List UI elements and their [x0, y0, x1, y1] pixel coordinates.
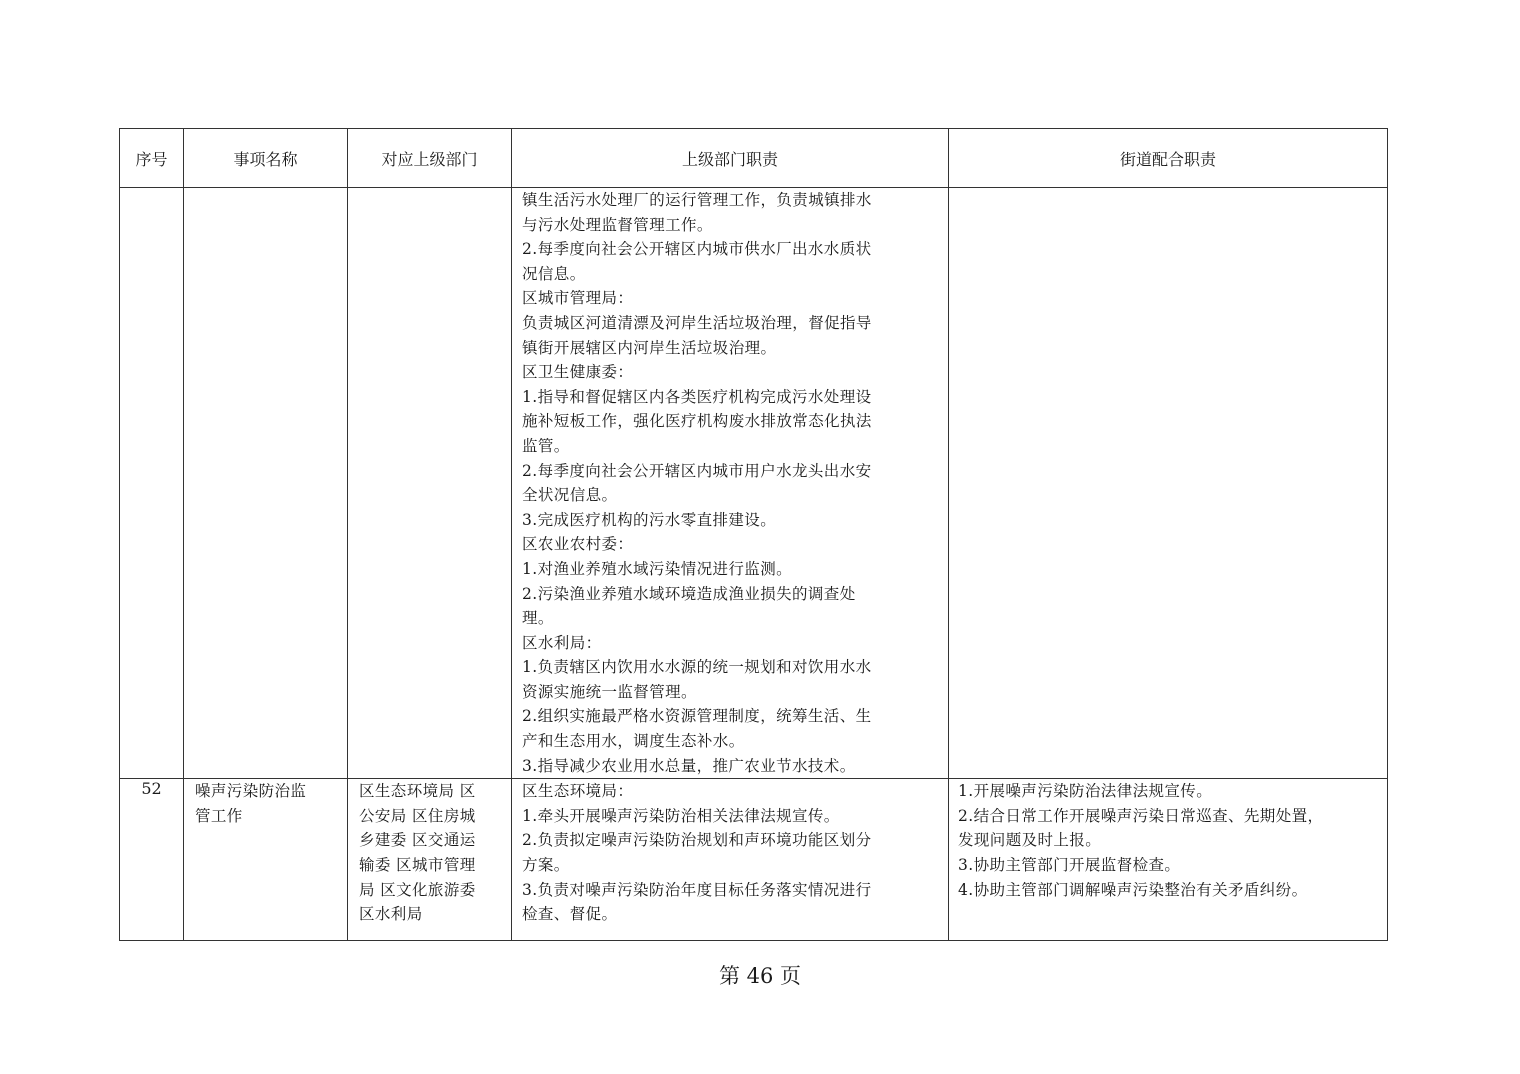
duty-line: 2.污染渔业养殖水域环境造成渔业损失的调查处 [522, 584, 856, 603]
duty-line: 方案。 [522, 856, 570, 875]
duty-line: 3.完成医疗机构的污水零直排建设。 [522, 510, 777, 529]
street-duty-line: 2.结合日常工作开展噪声污染日常巡查、先期处置， [958, 806, 1324, 825]
duty-line: 况信息。 [522, 264, 586, 283]
street-duties-cell [949, 188, 1388, 779]
responsibility-table [119, 128, 1388, 941]
street-duty-line: 3.协助主管部门开展监督检查。 [958, 856, 1181, 875]
street-duty-line: 发现问题及时上报。 [958, 831, 1102, 850]
superior-duties-cell [512, 779, 949, 941]
item-name-cell [184, 188, 348, 779]
dept-line: 区水利局 [359, 905, 423, 924]
header-row [120, 129, 1388, 188]
street-duty-line: 1.开展噪声污染防治法律法规宣传。 [958, 782, 1213, 801]
duty-line: 2.组织实施最严格水资源管理制度，统筹生活、生 [522, 707, 872, 726]
header-street-duties: 街道配合职责 [949, 129, 1388, 188]
header-superior-dept: 对应上级部门 [348, 129, 512, 188]
item-name-line: 管工作 [195, 806, 243, 825]
table-row [120, 779, 1388, 941]
street-duty-line: 4.协助主管部门调解噪声污染整治有关矛盾纠纷。 [958, 880, 1308, 899]
header-item-name: 事项名称 [184, 129, 348, 188]
duty-line: 1.负责辖区内饮用水水源的统一规划和对饮用水水 [522, 658, 872, 677]
duty-line: 镇街开展辖区内河岸生活垃圾治理。 [522, 338, 777, 357]
page-number: 第 46 页 [718, 964, 802, 988]
duty-line: 资源实施统一监督管理。 [522, 682, 697, 701]
item-name-line: 噪声污染防治监 [195, 782, 307, 801]
dept-line: 区生态环境局 区 [359, 782, 476, 801]
duty-line: 全状况信息。 [522, 486, 618, 505]
serial-cell [120, 188, 184, 779]
dept-line: 局 区文化旅游委 [359, 880, 476, 899]
duty-line: 区生态环境局： [522, 782, 634, 801]
duty-line: 3.指导减少农业用水总量，推广农业节水技术。 [522, 756, 856, 775]
table-row [120, 188, 1388, 779]
serial-cell: 52 [120, 779, 184, 941]
superior-duties-cell [512, 188, 949, 779]
duty-line: 产和生态用水，调度生态补水。 [522, 732, 745, 751]
duty-line: 2.负责拟定噪声污染防治规划和声环境功能区划分 [522, 831, 872, 850]
duty-line: 检查、督促。 [522, 905, 618, 924]
duty-line: 2.每季度向社会公开辖区内城市供水厂出水水质状 [522, 240, 872, 259]
duty-line: 施补短板工作，强化医疗机构废水排放常态化执法 [522, 412, 872, 431]
dept-line: 输委 区城市管理 [359, 856, 476, 875]
duty-line: 1.牵头开展噪声污染防治相关法律法规宣传。 [522, 806, 840, 825]
header-serial: 序号 [120, 129, 184, 188]
street-duties-cell [949, 779, 1388, 941]
superior-dept-cell [348, 779, 512, 941]
duty-line: 区水利局： [522, 633, 602, 652]
duty-line: 镇生活污水处理厂的运行管理工作，负责城镇排水 [522, 191, 872, 209]
header-superior-duties: 上级部门职责 [512, 129, 949, 188]
duty-line: 理。 [522, 609, 554, 628]
duty-line: 1.指导和督促辖区内各类医疗机构完成污水处理设 [522, 387, 872, 406]
duty-line: 负责城区河道清漂及河岸生活垃圾治理，督促指导 [522, 313, 872, 332]
duty-line: 区卫生健康委： [522, 363, 634, 382]
duty-line: 3.负责对噪声污染防治年度目标任务落实情况进行 [522, 880, 872, 899]
duty-line: 区农业农村委： [522, 535, 634, 554]
dept-line: 乡建委 区交通运 [359, 831, 476, 850]
superior-dept-cell [348, 188, 512, 779]
duty-line: 区城市管理局： [522, 289, 634, 308]
duty-line: 1.对渔业养殖水域污染情况进行监测。 [522, 559, 792, 578]
item-name-cell [184, 779, 348, 941]
duty-line: 监管。 [522, 436, 570, 455]
duty-line: 与污水处理监督管理工作。 [522, 215, 713, 234]
duty-line: 2.每季度向社会公开辖区内城市用户水龙头出水安 [522, 461, 872, 480]
dept-line: 公安局 区住房城 [359, 806, 476, 825]
